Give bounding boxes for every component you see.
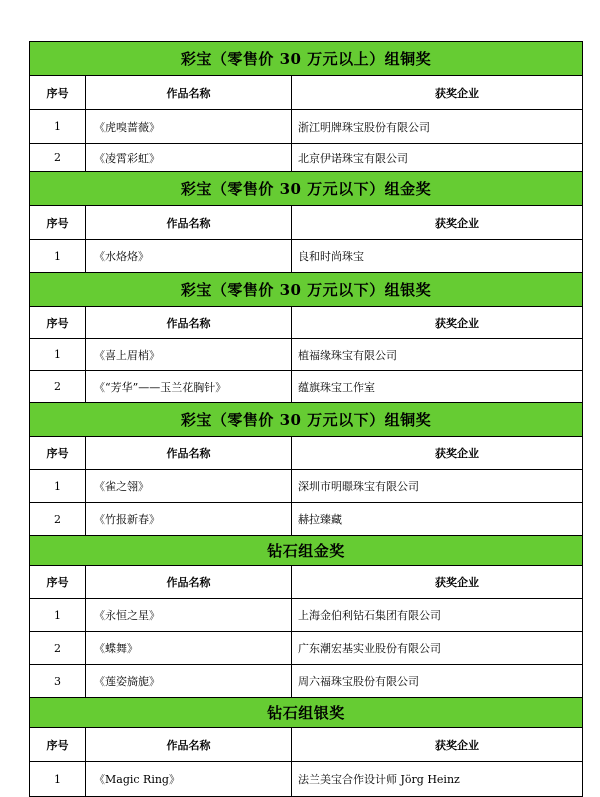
section-title: 钻石组银奖 <box>30 698 583 728</box>
header-number: 序号 <box>30 307 86 339</box>
header-company: 获奖企业 <box>292 307 583 339</box>
document-page <box>29 41 582 797</box>
header-work-name: 作品名称 <box>86 566 292 599</box>
row-number: 2 <box>30 371 86 403</box>
company-name: 植福缘珠宝有限公司 <box>292 339 583 371</box>
work-name: 《“芳华”——玉兰花胸针》 <box>86 371 292 403</box>
header-work-name: 作品名称 <box>86 76 292 110</box>
row-number: 2 <box>30 503 86 536</box>
company-name: 良和时尚珠宝 <box>292 240 583 273</box>
row-number: 3 <box>30 665 86 698</box>
column-header-row <box>30 76 583 110</box>
work-name: 《凌霄彩虹》 <box>86 144 292 172</box>
section-title-row <box>30 536 583 566</box>
company-name: 上海金伯利钻石集团有限公司 <box>292 599 583 632</box>
table-row <box>30 339 583 371</box>
section-title: 钻石组金奖 <box>30 536 583 566</box>
table-row <box>30 599 583 632</box>
row-number: 1 <box>30 339 86 371</box>
work-name: 《雀之翎》 <box>86 470 292 503</box>
header-work-name: 作品名称 <box>86 728 292 762</box>
section-title-row <box>30 42 583 76</box>
header-number: 序号 <box>30 437 86 470</box>
header-work-name: 作品名称 <box>86 437 292 470</box>
row-number: 1 <box>30 762 86 797</box>
column-header-row <box>30 728 583 762</box>
header-number: 序号 <box>30 566 86 599</box>
header-work-name: 作品名称 <box>86 307 292 339</box>
row-number: 2 <box>30 632 86 665</box>
section-title: 彩宝（零售价 30 万元以下）组金奖 <box>30 172 583 206</box>
work-name: 《永恒之星》 <box>86 599 292 632</box>
table-row <box>30 144 583 172</box>
table-row <box>30 503 583 536</box>
work-name: 《莲姿旖旎》 <box>86 665 292 698</box>
work-name: 《喜上眉梢》 <box>86 339 292 371</box>
table-row <box>30 665 583 698</box>
company-name: 赫拉臻藏 <box>292 503 583 536</box>
section-title: 彩宝（零售价 30 万元以下）组银奖 <box>30 273 583 307</box>
work-name: 《水烙烙》 <box>86 240 292 273</box>
work-name: 《蝶舞》 <box>86 632 292 665</box>
row-number: 1 <box>30 599 86 632</box>
column-header-row <box>30 206 583 240</box>
table-row <box>30 371 583 403</box>
header-company: 获奖企业 <box>292 728 583 762</box>
row-number: 1 <box>30 470 86 503</box>
table-row <box>30 110 583 144</box>
company-name: 广东潮宏基实业股份有限公司 <box>292 632 583 665</box>
table-row <box>30 762 583 797</box>
company-name: 浙江明牌珠宝股份有限公司 <box>292 110 583 144</box>
company-name: 蕴旗珠宝工作室 <box>292 371 583 403</box>
header-company: 获奖企业 <box>292 566 583 599</box>
section-title: 彩宝（零售价 30 万元以下）组铜奖 <box>30 403 583 437</box>
column-header-row <box>30 307 583 339</box>
company-name: 北京伊诺珠宝有限公司 <box>292 144 583 172</box>
section-title: 彩宝（零售价 30 万元以上）组铜奖 <box>30 42 583 76</box>
header-company: 获奖企业 <box>292 437 583 470</box>
column-header-row <box>30 437 583 470</box>
header-company: 获奖企业 <box>292 76 583 110</box>
work-name: 《竹报新春》 <box>86 503 292 536</box>
row-number: 1 <box>30 110 86 144</box>
work-name: 《虎嗅蔷薇》 <box>86 110 292 144</box>
awards-table <box>29 41 583 797</box>
row-number: 2 <box>30 144 86 172</box>
section-title-row <box>30 403 583 437</box>
work-name: 《Magic Ring》 <box>86 762 292 797</box>
header-number: 序号 <box>30 76 86 110</box>
table-row <box>30 470 583 503</box>
company-name: 法兰美宝合作设计师 Jörg Heinz <box>292 762 583 797</box>
table-row <box>30 240 583 273</box>
section-title-row <box>30 698 583 728</box>
header-number: 序号 <box>30 206 86 240</box>
section-title-row <box>30 273 583 307</box>
company-name: 深圳市明暻珠宝有限公司 <box>292 470 583 503</box>
table-row <box>30 632 583 665</box>
header-company: 获奖企业 <box>292 206 583 240</box>
row-number: 1 <box>30 240 86 273</box>
section-title-row <box>30 172 583 206</box>
header-number: 序号 <box>30 728 86 762</box>
column-header-row <box>30 566 583 599</box>
header-work-name: 作品名称 <box>86 206 292 240</box>
company-name: 周六福珠宝股份有限公司 <box>292 665 583 698</box>
